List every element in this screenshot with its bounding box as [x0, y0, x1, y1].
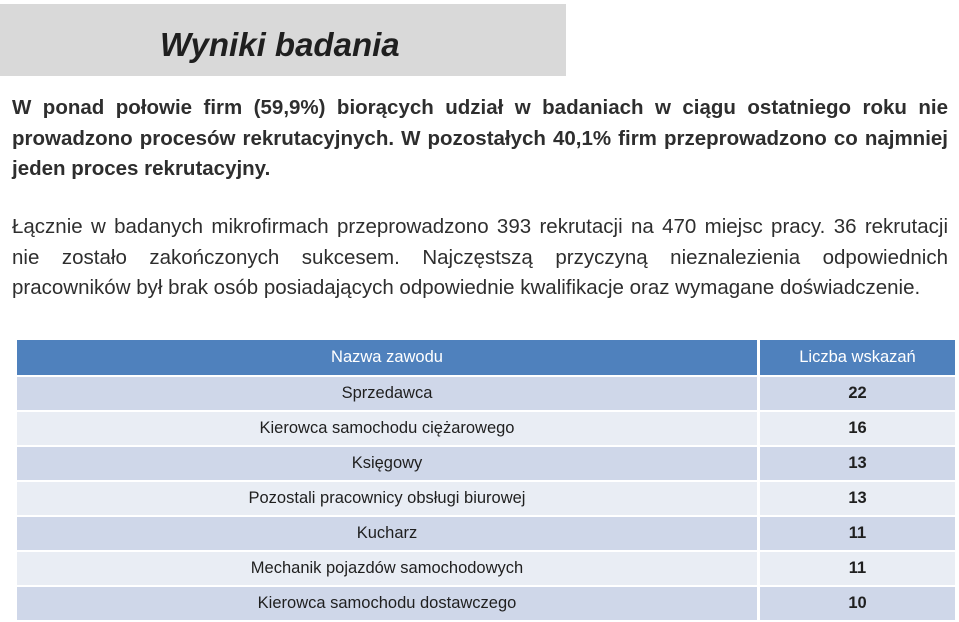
title-box — [0, 4, 566, 76]
occupation-count: 13 — [760, 447, 955, 482]
table-row — [17, 482, 955, 517]
occupation-name: Mechanik pojazdów samochodowych — [17, 552, 760, 587]
table-header-row — [17, 340, 955, 377]
occupation-count: 11 — [760, 552, 955, 587]
table-row — [17, 377, 955, 412]
header-count: Liczba wskazań — [760, 340, 955, 377]
page-title: Wyniki badania — [160, 26, 400, 63]
occupation-name: Kierowca samochodu dostawczego — [17, 587, 760, 622]
paragraph-summary: W ponad połowie firm (59,9%) biorących udział w badaniach w ciągu ostatniego roku nie prowadzono procesów rekrutacyjnych. W pozostałych 40,1% firm przeprowadzono co najmniej jeden proces rekrutacyjny. — [12, 96, 948, 180]
occupation-name: Kierowca samochodu ciężarowego — [17, 412, 760, 447]
table-row — [17, 587, 955, 622]
header-occupation: Nazwa zawodu — [17, 340, 760, 377]
occupation-name: Kucharz — [17, 517, 760, 552]
table-row — [17, 517, 955, 552]
occupation-name: Sprzedawca — [17, 377, 760, 412]
paragraph-details: Łącznie w badanych mikrofirmach przeprowadzono 393 rekrutacji na 470 miejsc pracy. 36 rekrutacji nie zostało zakończonych sukcesem. Najczęstszą przyczyną nieznalezienia odpowiednich pracowników był brak osób posiadających odpowiednie kwalifikacje oraz wymagane doświadczenie. — [12, 215, 948, 299]
occupation-count: 10 — [760, 587, 955, 622]
occupation-table — [17, 340, 955, 622]
occupation-name: Pozostali pracownicy obsługi biurowej — [17, 482, 760, 517]
occupation-count: 16 — [760, 412, 955, 447]
occupation-count: 22 — [760, 377, 955, 412]
occupation-count: 13 — [760, 482, 955, 517]
occupation-count: 11 — [760, 517, 955, 552]
results-table — [17, 340, 955, 622]
table-row — [17, 447, 955, 482]
table-row — [17, 412, 955, 447]
occupation-name: Księgowy — [17, 447, 760, 482]
table-row — [17, 552, 955, 587]
